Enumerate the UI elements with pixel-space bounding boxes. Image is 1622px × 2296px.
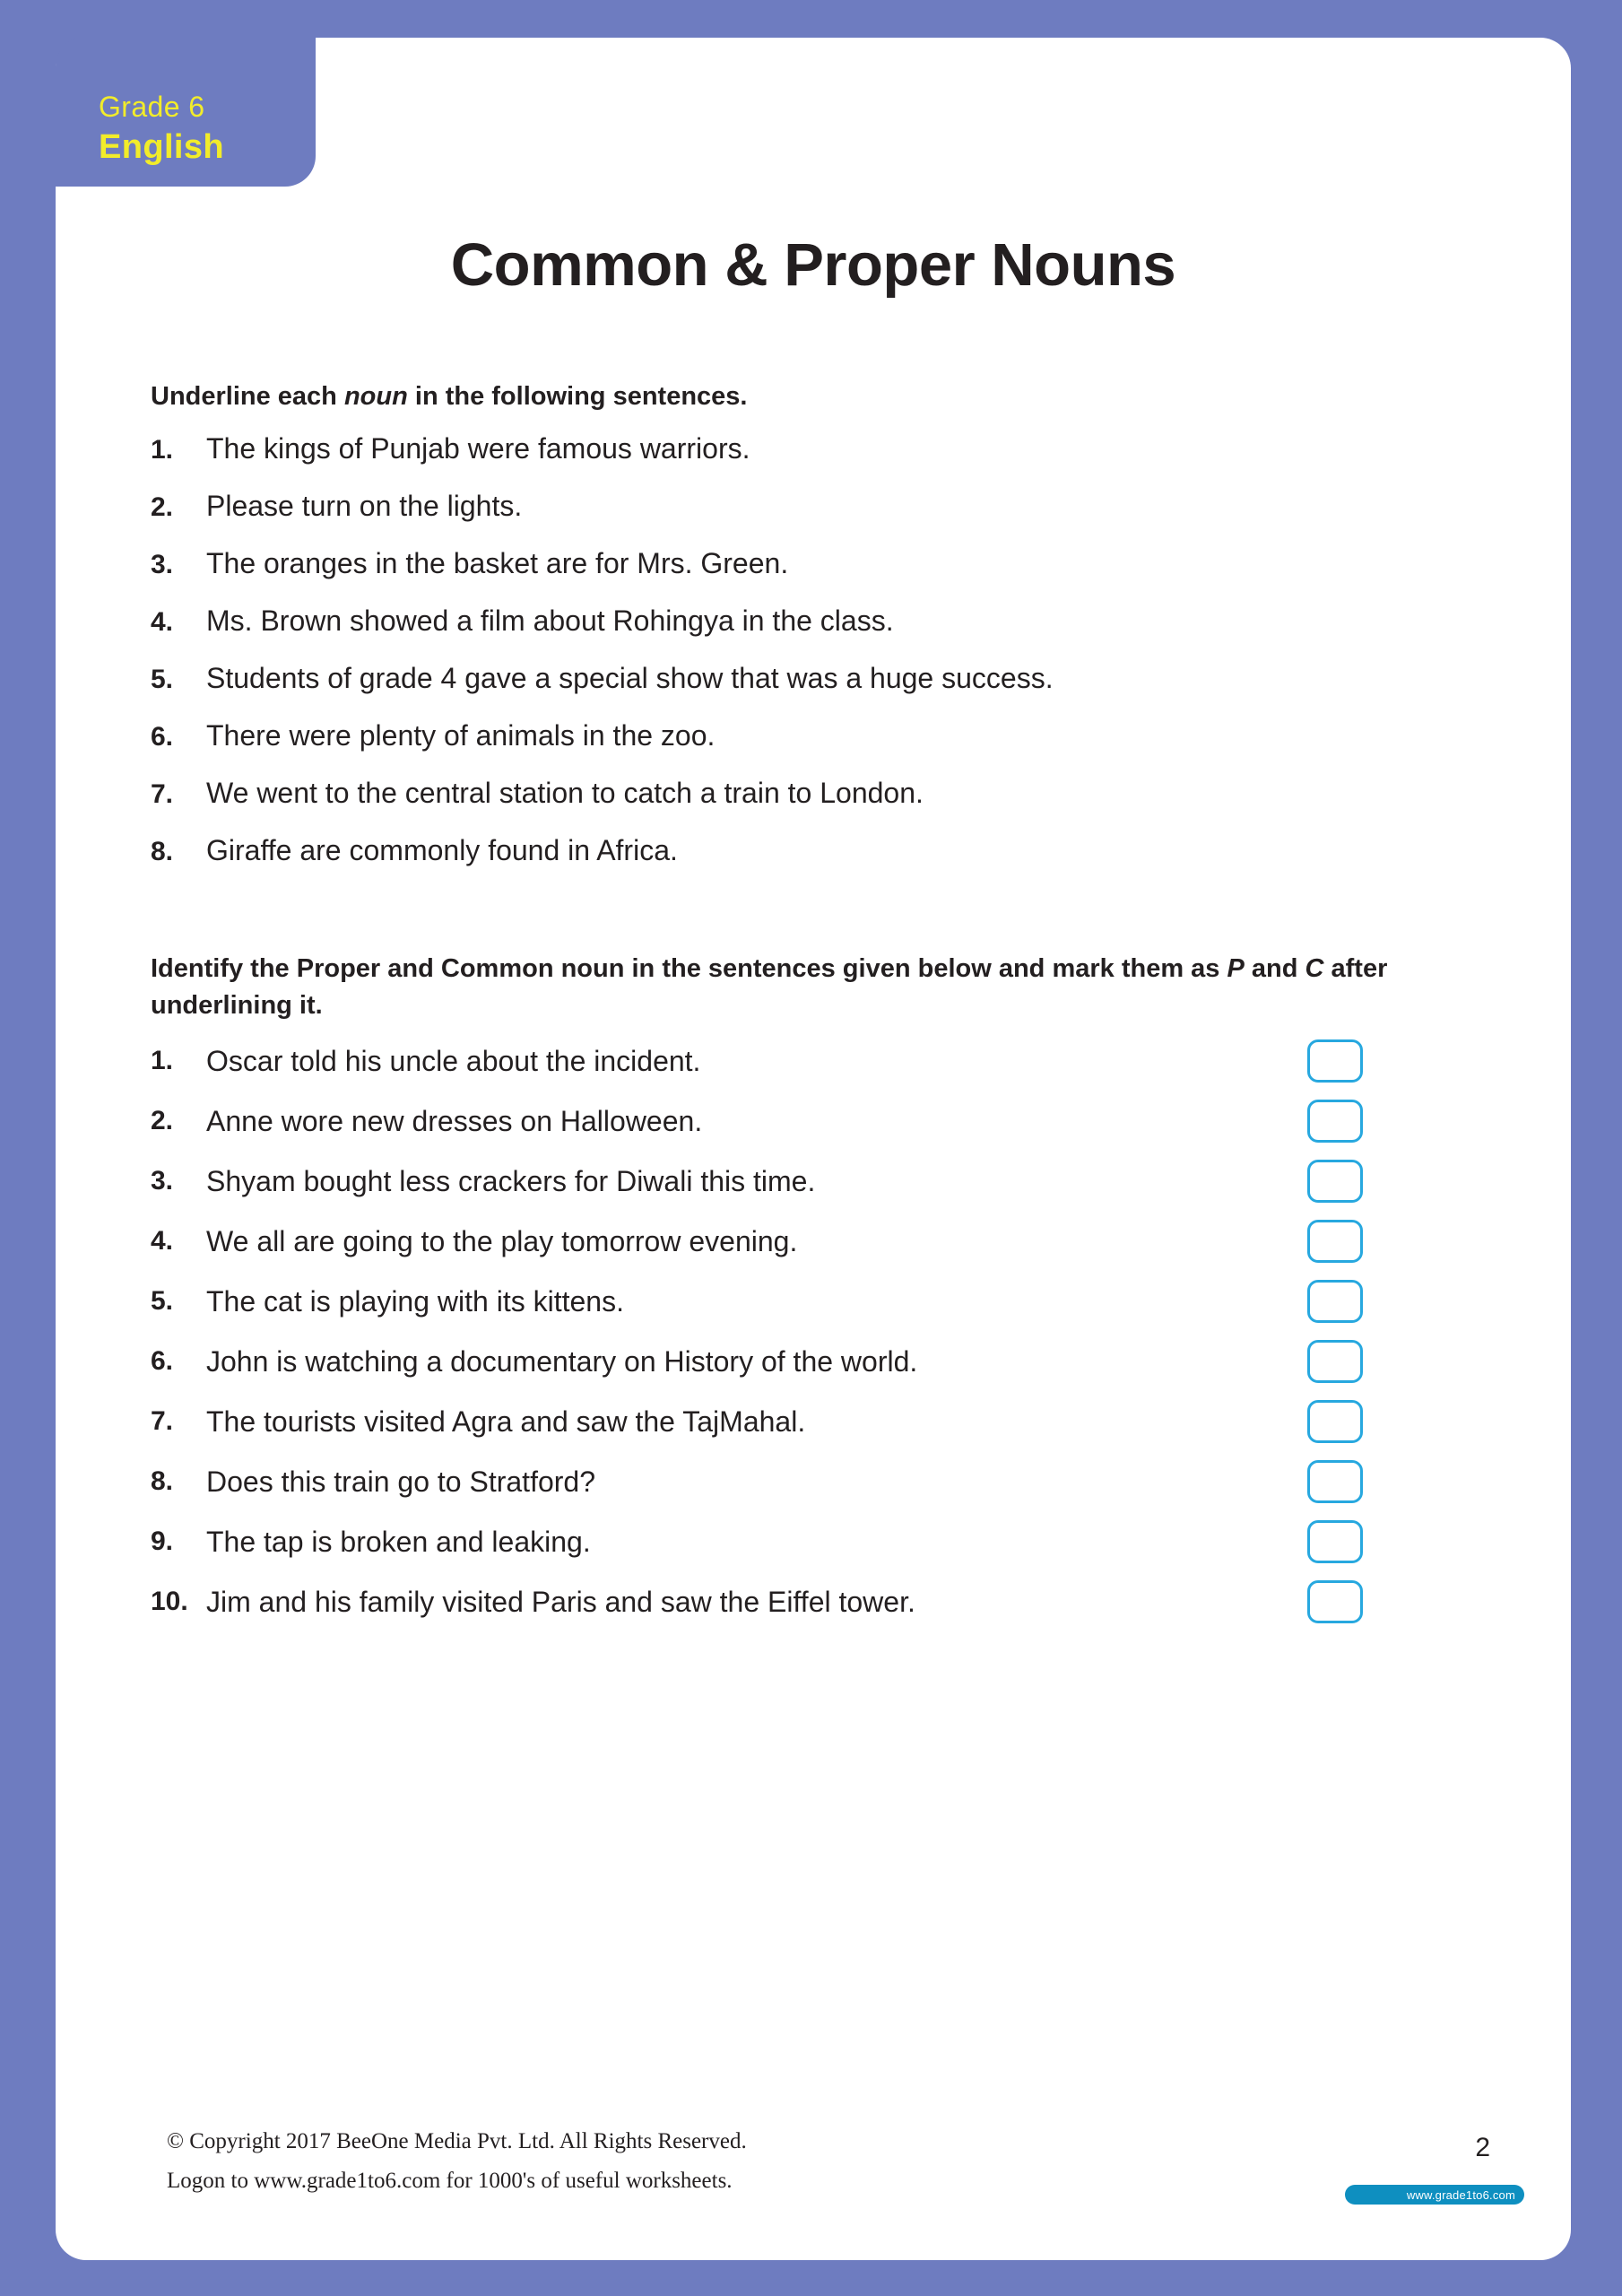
answer-box[interactable] (1307, 1340, 1363, 1383)
question-text[interactable]: The kings of Punjab were famous warriors. (206, 432, 750, 465)
question-number: 4. (151, 1226, 174, 1256)
answer-box[interactable] (1307, 1160, 1363, 1203)
worksheet-content (151, 378, 1487, 1639)
question-text[interactable]: Students of grade 4 gave a special show that was a huge success. (206, 662, 1054, 694)
section1-instruction-pre: Underline each (151, 382, 344, 411)
question-number: 9. (151, 1526, 174, 1556)
list-item (151, 1459, 1487, 1504)
list-item (151, 545, 1487, 581)
question-number: 3. (151, 550, 174, 579)
section2-instruction (151, 951, 1424, 1024)
question-number: 10. (151, 1587, 188, 1616)
list-item (151, 1279, 1487, 1324)
logon-text: Logon to www.grade1to6.com for 1000's of useful worksheets. (167, 2169, 733, 2193)
worksheet-page (56, 38, 1571, 2260)
list-item (151, 603, 1487, 639)
question-text[interactable]: We went to the central station to catch a train to London. (206, 777, 924, 809)
page-title: Common & Proper Nouns (450, 231, 1176, 299)
question-text[interactable]: Ms. Brown showed a film about Rohingya in the class. (206, 604, 894, 637)
question-text[interactable]: The cat is playing with its kittens. (206, 1285, 624, 1318)
list-item (151, 488, 1487, 524)
page-number: 2 (1475, 2133, 1490, 2162)
list-item (151, 1039, 1487, 1083)
question-text[interactable]: Anne wore new dresses on Halloween. (206, 1105, 703, 1137)
section1-question-list (151, 430, 1487, 868)
question-number: 8. (151, 837, 174, 866)
question-number: 4. (151, 607, 174, 637)
question-text[interactable]: The oranges in the basket are for Mrs. Green. (206, 547, 789, 579)
list-item (151, 718, 1487, 753)
question-number: 8. (151, 1466, 174, 1496)
section1-instruction (151, 378, 1487, 414)
copyright-text: © Copyright 2017 BeeOne Media Pvt. Ltd. All Rights Reserved. (167, 2129, 747, 2153)
question-text[interactable]: Oscar told his uncle about the incident. (206, 1045, 701, 1077)
site-badge-label: www.grade1to6.com (1406, 2187, 1515, 2202)
question-number: 2. (151, 492, 174, 522)
section1-instruction-emphasis: noun (343, 382, 408, 411)
list-item (151, 1399, 1487, 1444)
list-item (151, 1099, 1487, 1144)
section1-instruction-post: in the following sentences. (407, 382, 748, 411)
list-item (151, 660, 1487, 696)
section2-instruction-p: P (1227, 954, 1245, 983)
list-item (151, 1339, 1487, 1384)
section2-instruction-a: Identify the Proper and Common noun in the sentences given below and mark them as (151, 954, 1227, 983)
answer-box[interactable] (1307, 1100, 1363, 1143)
section2-question-list (151, 1039, 1487, 1624)
question-text[interactable]: Does this train go to Stratford? (206, 1465, 595, 1498)
question-number: 7. (151, 1406, 174, 1436)
question-text[interactable]: Shyam bought less crackers for Diwali this time. (206, 1165, 816, 1197)
question-text[interactable]: Please turn on the lights. (206, 490, 523, 522)
question-number: 1. (151, 435, 174, 465)
question-number: 5. (151, 665, 174, 694)
question-number: 6. (151, 1346, 174, 1376)
question-number: 7. (151, 779, 174, 809)
list-item (151, 1519, 1487, 1564)
grade-label: Grade 6 (99, 91, 205, 123)
list-item (151, 1159, 1487, 1204)
question-number: 1. (151, 1046, 174, 1075)
question-text[interactable]: Giraffe are commonly found in Africa. (206, 834, 678, 866)
question-text[interactable]: John is watching a documentary on History of the world. (206, 1345, 918, 1378)
site-badge[interactable] (1345, 2185, 1524, 2205)
section2 (151, 951, 1487, 1624)
subject-label: English (99, 128, 225, 166)
list-item (151, 430, 1487, 466)
answer-box[interactable] (1307, 1400, 1363, 1443)
question-text[interactable]: The tourists visited Agra and saw the TajMahal. (206, 1405, 806, 1438)
list-item (151, 1579, 1487, 1624)
list-item (151, 832, 1487, 868)
answer-box[interactable] (1307, 1039, 1363, 1083)
question-text[interactable]: We all are going to the play tomorrow evening. (206, 1225, 798, 1257)
question-number: 5. (151, 1286, 174, 1316)
answer-box[interactable] (1307, 1220, 1363, 1263)
question-number: 2. (151, 1106, 174, 1135)
answer-box[interactable] (1307, 1280, 1363, 1323)
section2-instruction-d: after underlining it. (151, 954, 1388, 1020)
grade-subject-tab (56, 36, 316, 187)
answer-box[interactable] (1307, 1520, 1363, 1563)
question-text[interactable]: There were plenty of animals in the zoo. (206, 719, 716, 752)
answer-box[interactable] (1307, 1580, 1363, 1623)
list-item (151, 1219, 1487, 1264)
question-number: 6. (151, 722, 174, 752)
section2-instruction-c: C (1305, 954, 1324, 983)
question-text[interactable]: The tap is broken and leaking. (206, 1526, 591, 1558)
section2-instruction-b: and (1244, 954, 1305, 983)
question-number: 3. (151, 1166, 174, 1196)
question-text[interactable]: Jim and his family visited Paris and saw the Eiffel tower. (206, 1586, 915, 1618)
footer (167, 2122, 1467, 2201)
answer-box[interactable] (1307, 1460, 1363, 1503)
list-item (151, 775, 1487, 811)
